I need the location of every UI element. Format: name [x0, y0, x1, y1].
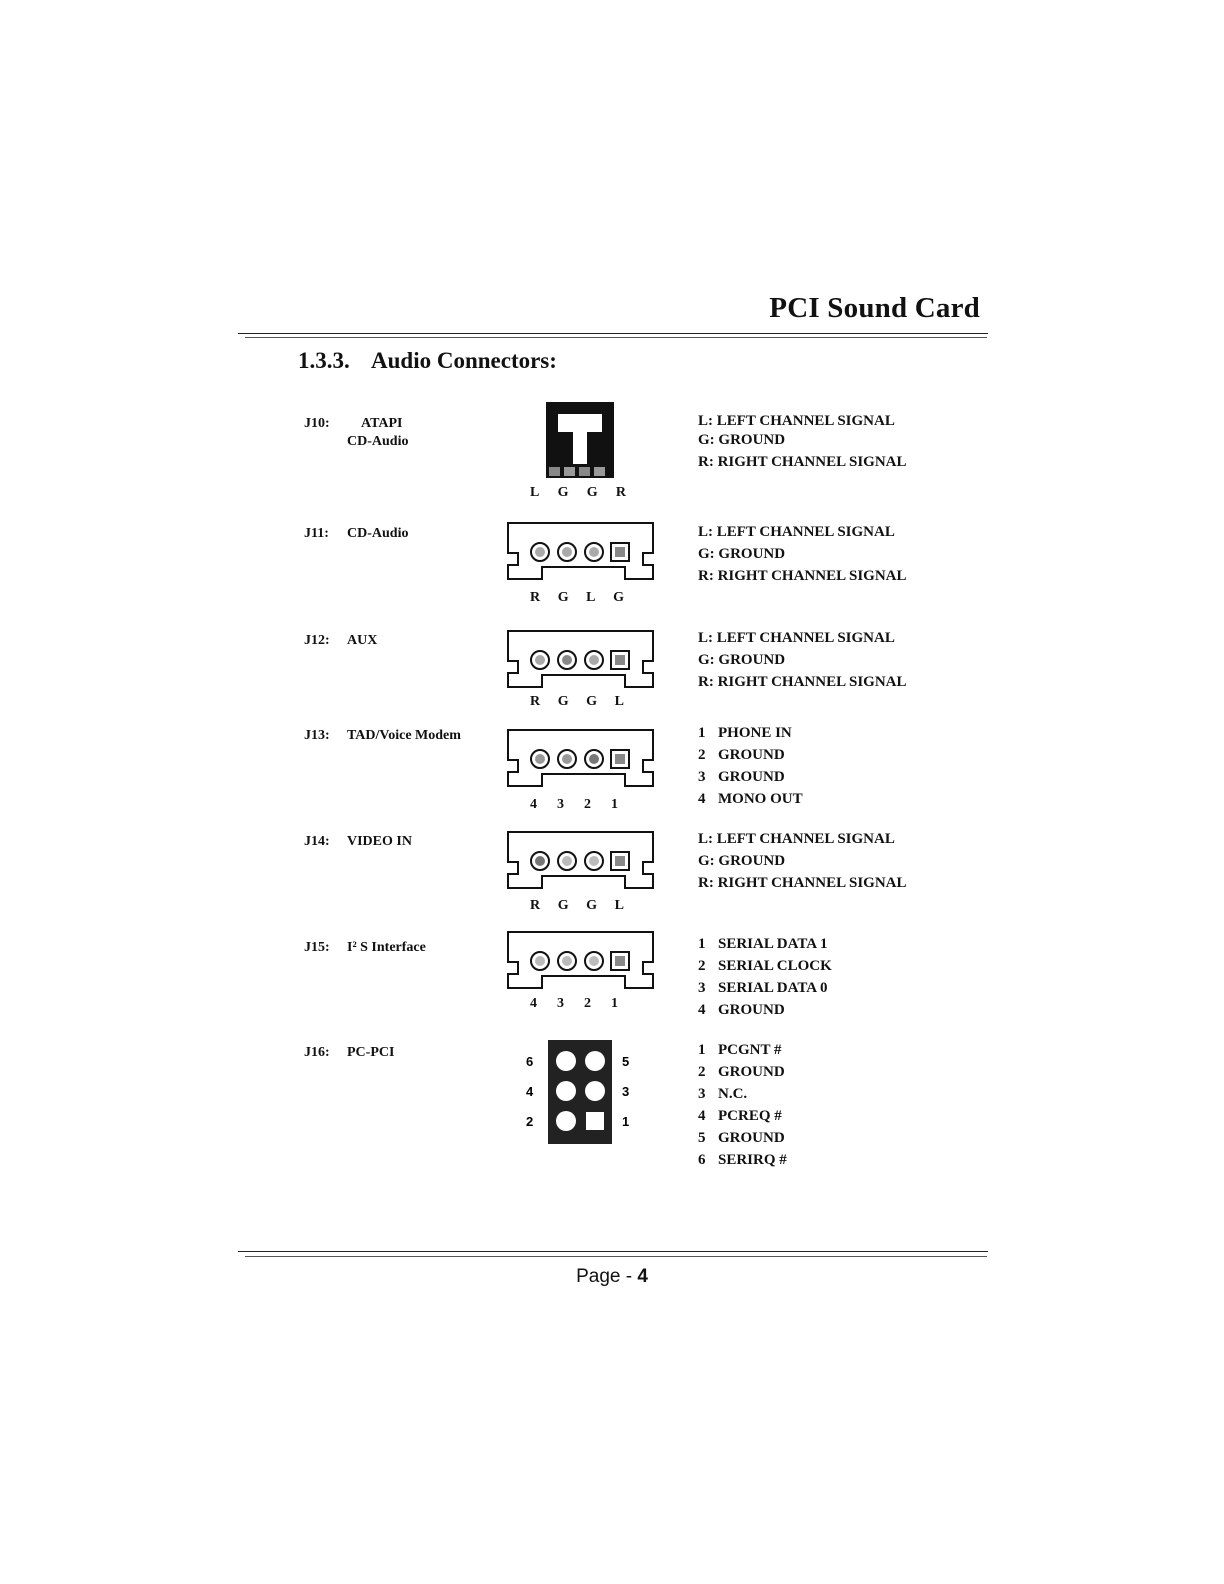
pin-label: G	[557, 485, 569, 500]
pin-label: L	[586, 590, 596, 605]
pin-number: 1	[698, 1042, 706, 1058]
pin-number: 5	[698, 1130, 706, 1146]
pin-description-j14	[698, 828, 907, 894]
desc-line	[698, 722, 803, 744]
connector-id: J14:	[304, 834, 330, 849]
desc-line: G: GROUND	[698, 652, 786, 668]
connector-name: VIDEO IN	[347, 834, 412, 849]
pin-label: R	[530, 694, 541, 709]
six-pin-header-j16	[520, 1040, 640, 1146]
pin-label: G	[557, 590, 569, 605]
footer-rule-secondary	[245, 1256, 987, 1257]
pin-label: 2	[584, 797, 591, 812]
pin-description-j16	[698, 1039, 787, 1171]
desc-line	[698, 955, 832, 977]
four-pin-connector-j13	[505, 727, 657, 791]
desc-line	[698, 1039, 787, 1061]
desc-line: L: LEFT CHANNEL SIGNAL	[698, 630, 895, 646]
pin-signal: SERIAL CLOCK	[718, 958, 832, 974]
pin-label: 3	[557, 797, 564, 812]
connector-name: AUX	[347, 633, 378, 648]
pin-number: 3	[698, 769, 706, 785]
pin-number: 1	[698, 936, 706, 952]
pin-signal: GROUND	[718, 1064, 785, 1080]
desc-line	[698, 977, 832, 999]
pin-signal: PCGNT #	[718, 1042, 782, 1058]
desc-line: R: RIGHT CHANNEL SIGNAL	[698, 568, 907, 584]
pin-label: G	[557, 898, 569, 913]
desc-line: L: LEFT CHANNEL SIGNAL	[698, 524, 895, 540]
pin-label: G	[586, 485, 598, 500]
pin-signal: SERIAL DATA 0	[718, 980, 828, 996]
pin-label: G	[613, 590, 624, 605]
connector-label-j16	[304, 1045, 394, 1061]
four-pin-connector-j12	[505, 628, 657, 692]
page-number	[0, 1266, 1224, 1288]
pin-label: 2	[526, 1114, 534, 1129]
pin-labels-j11	[530, 590, 624, 606]
pin-label: 2	[584, 996, 591, 1011]
desc-line: L: LEFT CHANNEL SIGNAL	[698, 413, 895, 429]
desc-line	[698, 1127, 787, 1149]
pin-number: 3	[698, 1086, 706, 1102]
desc-line	[698, 1149, 787, 1171]
section-heading	[298, 348, 557, 374]
page-header-title: PCI Sound Card	[769, 292, 980, 324]
pin-label: 1	[611, 996, 618, 1011]
four-pin-connector-j14	[505, 829, 657, 893]
pin-number: 2	[698, 747, 706, 763]
header-rule	[238, 333, 988, 334]
pin-labels-j15	[530, 996, 618, 1012]
pin-signal: SERIRQ #	[718, 1152, 787, 1168]
pin-label: L	[530, 485, 540, 500]
connector-label-j10	[304, 416, 408, 450]
four-pin-connector-j11	[505, 520, 657, 584]
pin-number: 2	[698, 958, 706, 974]
desc-line	[698, 999, 832, 1021]
pin-label: G	[586, 898, 598, 913]
connector-id: J13:	[304, 728, 330, 743]
pin-number: 1	[698, 725, 706, 741]
pin-description-j15	[698, 933, 832, 1021]
atapi-connector-diagram	[546, 402, 614, 480]
pin-label: 1	[622, 1114, 630, 1129]
desc-line	[698, 1083, 787, 1105]
pin-label: 3	[557, 996, 564, 1011]
pin-signal: GROUND	[718, 1130, 785, 1146]
desc-line: R: RIGHT CHANNEL SIGNAL	[698, 674, 907, 690]
connector-label-j11	[304, 526, 408, 542]
pin-number: 6	[698, 1152, 706, 1168]
pin-label: 4	[526, 1084, 534, 1099]
connector-label-j13	[304, 728, 461, 744]
connector-id: J16:	[304, 1045, 330, 1060]
pin-label: G	[557, 694, 569, 709]
pin-number: 4	[698, 1108, 706, 1124]
desc-line: G: GROUND	[698, 853, 786, 869]
pin-signal: N.C.	[718, 1086, 748, 1102]
pin-labels-j10	[530, 485, 626, 501]
connector-subname: CD-Audio	[347, 434, 409, 449]
pin-label: R	[530, 898, 541, 913]
pin-signal: GROUND	[718, 747, 785, 763]
desc-line	[698, 933, 832, 955]
connector-id: J11:	[304, 526, 329, 541]
connector-name: ATAPI	[361, 416, 403, 431]
connector-id: J12:	[304, 633, 330, 648]
pin-signal: PCREQ #	[718, 1108, 782, 1124]
pin-labels-j12	[530, 694, 624, 710]
desc-line: L: LEFT CHANNEL SIGNAL	[698, 831, 895, 847]
pin-label: G	[586, 694, 598, 709]
header-rule-secondary	[245, 337, 987, 338]
pin-label: L	[614, 898, 624, 913]
desc-line: G: GROUND	[698, 432, 786, 448]
pin-description-j10	[698, 410, 907, 473]
connector-name: I² S Interface	[347, 940, 426, 955]
page-label: Page -	[576, 1266, 638, 1287]
pin-number: 4	[698, 791, 706, 807]
connector-name: TAD/Voice Modem	[347, 728, 461, 743]
desc-line	[698, 1061, 787, 1083]
connector-id: J10:	[304, 416, 330, 431]
pin-number: 4	[698, 1002, 706, 1018]
desc-line: R: RIGHT CHANNEL SIGNAL	[698, 875, 907, 891]
pin-label: 3	[622, 1084, 630, 1099]
connector-id: J15:	[304, 940, 330, 955]
connector-label-j12	[304, 633, 377, 649]
pin-number: 3	[698, 980, 706, 996]
pin-number: 2	[698, 1064, 706, 1080]
pin-description-j13	[698, 722, 803, 810]
pin-label: 1	[611, 797, 618, 812]
pin-signal: GROUND	[718, 769, 785, 785]
pin-label: R	[530, 590, 541, 605]
pin-description-j12	[698, 627, 907, 693]
connector-name: PC-PCI	[347, 1045, 395, 1060]
pin-label: 4	[530, 996, 537, 1011]
pin-labels-j14	[530, 898, 624, 914]
desc-line: G: GROUND	[698, 546, 786, 562]
pin-signal: MONO OUT	[718, 791, 803, 807]
pin-label: L	[614, 694, 624, 709]
desc-line	[698, 766, 803, 788]
section-number: 1.3.3.	[298, 348, 350, 373]
desc-line	[698, 788, 803, 810]
pin-label: 5	[622, 1054, 630, 1069]
section-title: Audio Connectors:	[371, 348, 557, 373]
desc-line	[698, 744, 803, 766]
desc-line	[698, 1105, 787, 1127]
connector-name: CD-Audio	[347, 526, 409, 541]
pin-signal: PHONE IN	[718, 725, 792, 741]
pin-label: 4	[530, 797, 537, 812]
pin-labels-j13	[530, 797, 618, 813]
pin-signal: GROUND	[718, 1002, 785, 1018]
pin-label: R	[615, 485, 626, 500]
four-pin-connector-j15	[505, 929, 657, 993]
footer-rule	[238, 1251, 988, 1252]
pin-signal: SERIAL DATA 1	[718, 936, 828, 952]
pin-description-j11	[698, 521, 907, 587]
pin-label: 6	[526, 1054, 534, 1069]
page-number-value: 4	[637, 1266, 648, 1287]
connector-label-j14	[304, 834, 412, 850]
desc-line: R: RIGHT CHANNEL SIGNAL	[698, 454, 907, 470]
connector-label-j15	[304, 940, 426, 956]
